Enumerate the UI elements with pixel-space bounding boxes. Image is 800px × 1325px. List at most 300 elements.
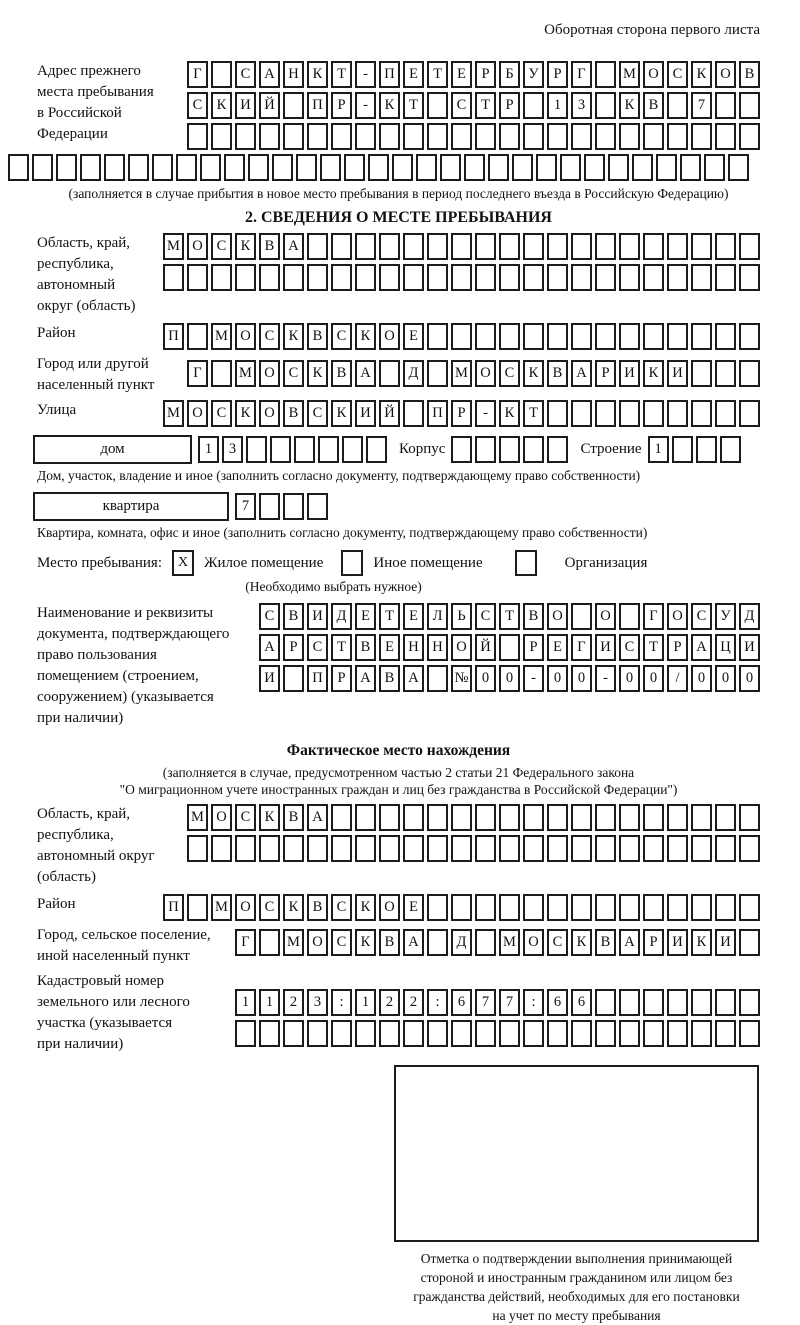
char-cell: С bbox=[259, 603, 280, 630]
char-cell: И bbox=[595, 634, 616, 661]
char-cell: 2 bbox=[403, 989, 424, 1016]
char-cell bbox=[403, 1020, 424, 1047]
char-cell bbox=[691, 264, 712, 291]
char-cell bbox=[739, 1020, 760, 1047]
char-cell: К bbox=[211, 92, 232, 119]
char-cell bbox=[56, 154, 77, 181]
char-cell: Ь bbox=[451, 603, 472, 630]
char-cell: К bbox=[331, 400, 352, 427]
char-cell bbox=[342, 436, 363, 463]
char-cell bbox=[691, 360, 712, 387]
char-cell bbox=[691, 323, 712, 350]
char-cell: Е bbox=[403, 323, 424, 350]
stay-option-zhiloe-checkbox: X bbox=[172, 550, 194, 576]
char-cell bbox=[619, 894, 640, 921]
stay-option-inoe-checkbox bbox=[341, 550, 363, 576]
char-cell bbox=[259, 264, 280, 291]
char-cell bbox=[523, 233, 544, 260]
char-cell bbox=[427, 264, 448, 291]
char-cell bbox=[643, 835, 664, 862]
char-cell: Р bbox=[667, 634, 688, 661]
char-cell bbox=[571, 323, 592, 350]
char-cell bbox=[32, 154, 53, 181]
char-cell bbox=[547, 264, 568, 291]
char-cell: С bbox=[235, 804, 256, 831]
korpus-grid bbox=[451, 436, 568, 463]
char-cell: К bbox=[691, 929, 712, 956]
region-label: Область, край, республика, автономный округ (область) bbox=[37, 235, 136, 314]
char-cell: А bbox=[307, 804, 328, 831]
char-cell bbox=[643, 123, 664, 150]
char-cell bbox=[715, 1020, 736, 1047]
char-cell bbox=[235, 1020, 256, 1047]
prev-address-row-2 bbox=[187, 92, 760, 119]
char-cell bbox=[691, 123, 712, 150]
char-cell bbox=[499, 804, 520, 831]
char-cell: А bbox=[259, 61, 280, 88]
char-cell bbox=[451, 894, 472, 921]
char-cell bbox=[331, 233, 352, 260]
char-cell bbox=[739, 323, 760, 350]
char-cell: П bbox=[163, 894, 184, 921]
char-cell: Д bbox=[739, 603, 760, 630]
char-cell bbox=[523, 436, 544, 463]
char-cell: В bbox=[643, 92, 664, 119]
actual-region-label: Область, край, республика, автономный округ (область) bbox=[37, 806, 155, 885]
char-cell bbox=[512, 154, 533, 181]
apartment-caption: Квартира, комната, офис и иное (заполнить согласно документу, подтверждающему право собственности) bbox=[37, 525, 648, 540]
document-grid-row-1 bbox=[259, 603, 760, 630]
house-caption: Дом, участок, владение и иное (заполнить согласно документу, подтверждающему право собственности) bbox=[37, 468, 641, 483]
char-cell bbox=[632, 154, 653, 181]
char-cell: С bbox=[691, 603, 712, 630]
char-cell bbox=[211, 835, 232, 862]
char-cell bbox=[379, 264, 400, 291]
char-cell bbox=[739, 233, 760, 260]
char-cell bbox=[403, 400, 424, 427]
char-cell bbox=[499, 323, 520, 350]
char-cell bbox=[307, 1020, 328, 1047]
char-cell bbox=[547, 804, 568, 831]
char-cell bbox=[283, 493, 304, 520]
char-cell: А bbox=[283, 233, 304, 260]
char-cell bbox=[499, 123, 520, 150]
korpus-label: Корпус bbox=[399, 441, 446, 457]
char-cell bbox=[427, 665, 448, 692]
char-cell: 1 bbox=[648, 436, 669, 463]
char-cell bbox=[440, 154, 461, 181]
char-cell bbox=[320, 154, 341, 181]
char-cell: О bbox=[595, 603, 616, 630]
char-cell: О bbox=[235, 894, 256, 921]
char-cell bbox=[475, 1020, 496, 1047]
char-cell bbox=[259, 1020, 280, 1047]
char-cell bbox=[595, 835, 616, 862]
char-cell bbox=[307, 835, 328, 862]
char-cell bbox=[379, 233, 400, 260]
char-cell bbox=[152, 154, 173, 181]
char-cell bbox=[595, 92, 616, 119]
char-cell: Д bbox=[403, 360, 424, 387]
char-cell bbox=[427, 894, 448, 921]
char-cell: 0 bbox=[547, 665, 568, 692]
char-cell bbox=[379, 360, 400, 387]
char-cell bbox=[547, 436, 568, 463]
char-cell: К bbox=[355, 929, 376, 956]
char-cell: С bbox=[235, 61, 256, 88]
char-cell bbox=[355, 123, 376, 150]
apartment-number-grid bbox=[235, 493, 328, 520]
char-cell: П bbox=[307, 665, 328, 692]
char-cell bbox=[595, 989, 616, 1016]
char-cell bbox=[427, 92, 448, 119]
char-cell bbox=[667, 804, 688, 831]
char-cell bbox=[283, 123, 304, 150]
char-cell: С bbox=[451, 92, 472, 119]
char-cell bbox=[427, 929, 448, 956]
char-cell bbox=[355, 264, 376, 291]
char-cell: А bbox=[403, 665, 424, 692]
char-cell bbox=[427, 804, 448, 831]
char-cell bbox=[187, 123, 208, 150]
char-cell bbox=[547, 894, 568, 921]
char-cell: : bbox=[427, 989, 448, 1016]
char-cell: О bbox=[379, 894, 400, 921]
char-cell bbox=[691, 1020, 712, 1047]
char-cell bbox=[547, 323, 568, 350]
char-cell bbox=[499, 894, 520, 921]
char-cell bbox=[246, 436, 267, 463]
char-cell: 1 bbox=[259, 989, 280, 1016]
char-cell bbox=[499, 436, 520, 463]
char-cell: О bbox=[451, 634, 472, 661]
char-cell bbox=[619, 400, 640, 427]
char-cell: К bbox=[691, 61, 712, 88]
char-cell bbox=[176, 154, 197, 181]
prev-address-block bbox=[37, 61, 760, 150]
char-cell: Е bbox=[403, 894, 424, 921]
char-cell: 0 bbox=[475, 665, 496, 692]
actual-location-caption: (заполняется в случае, предусмотренном частью 2 статьи 21 Федерального закона "О миграционном учете иностранных граждан и лиц без гражданства в Российской Федерации") bbox=[119, 765, 678, 797]
char-cell: - bbox=[355, 61, 376, 88]
char-cell: Р bbox=[475, 61, 496, 88]
char-cell bbox=[235, 123, 256, 150]
char-cell bbox=[307, 264, 328, 291]
char-cell: И bbox=[667, 360, 688, 387]
char-cell: У bbox=[523, 61, 544, 88]
char-cell bbox=[427, 323, 448, 350]
char-cell: О bbox=[211, 804, 232, 831]
char-cell bbox=[619, 835, 640, 862]
char-cell bbox=[715, 989, 736, 1016]
char-cell: К bbox=[379, 92, 400, 119]
char-cell: Г bbox=[187, 61, 208, 88]
char-cell bbox=[547, 233, 568, 260]
char-cell bbox=[523, 323, 544, 350]
actual-city-label: Город, сельское поселение, иной населенный пункт bbox=[37, 927, 211, 964]
stay-option-zhiloe-label: Жилое помещение bbox=[204, 554, 324, 571]
char-cell: К bbox=[619, 92, 640, 119]
char-cell: Ц bbox=[715, 634, 736, 661]
char-cell: Й bbox=[259, 92, 280, 119]
char-cell: Е bbox=[547, 634, 568, 661]
char-cell bbox=[331, 835, 352, 862]
char-cell bbox=[595, 894, 616, 921]
char-cell: - bbox=[595, 665, 616, 692]
char-cell bbox=[619, 264, 640, 291]
char-cell: Т bbox=[475, 92, 496, 119]
char-cell: / bbox=[667, 665, 688, 692]
char-cell bbox=[211, 264, 232, 291]
char-cell bbox=[403, 264, 424, 291]
char-cell: Е bbox=[403, 603, 424, 630]
char-cell: Т bbox=[499, 603, 520, 630]
char-cell bbox=[499, 233, 520, 260]
char-cell bbox=[403, 804, 424, 831]
char-cell: К bbox=[523, 360, 544, 387]
char-cell: О bbox=[643, 61, 664, 88]
char-cell: А bbox=[259, 634, 280, 661]
char-cell bbox=[619, 233, 640, 260]
char-cell: О bbox=[715, 61, 736, 88]
char-cell: А bbox=[355, 665, 376, 692]
city-grid bbox=[187, 360, 760, 387]
char-cell: И bbox=[355, 400, 376, 427]
char-cell: С bbox=[331, 323, 352, 350]
char-cell bbox=[235, 264, 256, 291]
char-cell: М bbox=[187, 804, 208, 831]
char-cell bbox=[403, 123, 424, 150]
cadastral-grid-row-1 bbox=[235, 989, 760, 1016]
char-cell: Т bbox=[403, 92, 424, 119]
char-cell: М bbox=[211, 323, 232, 350]
char-cell: К bbox=[307, 360, 328, 387]
char-cell bbox=[720, 436, 741, 463]
char-cell: И bbox=[235, 92, 256, 119]
char-cell: Р bbox=[595, 360, 616, 387]
char-cell: В bbox=[307, 894, 328, 921]
char-cell: К bbox=[235, 400, 256, 427]
char-cell: 3 bbox=[307, 989, 328, 1016]
char-cell bbox=[187, 835, 208, 862]
char-cell bbox=[571, 804, 592, 831]
char-cell bbox=[283, 92, 304, 119]
char-cell bbox=[355, 835, 376, 862]
char-cell bbox=[696, 436, 717, 463]
char-cell bbox=[571, 835, 592, 862]
char-cell: О bbox=[547, 603, 568, 630]
char-cell bbox=[595, 323, 616, 350]
char-cell bbox=[475, 436, 496, 463]
char-cell bbox=[619, 804, 640, 831]
char-cell bbox=[283, 665, 304, 692]
document-label: Наименование и реквизиты документа, подтверждающего право пользования помещением (строением, сооружением) (указывается при наличии) bbox=[37, 605, 230, 726]
char-cell bbox=[728, 154, 749, 181]
char-cell bbox=[667, 989, 688, 1016]
char-cell: И bbox=[619, 360, 640, 387]
char-cell bbox=[368, 154, 389, 181]
prev-address-caption: (заполняется в случае прибытия в новое место пребывания в период последнего въезда в Российскую Федерацию) bbox=[68, 186, 729, 201]
char-cell: 2 bbox=[379, 989, 400, 1016]
char-cell: 7 bbox=[691, 92, 712, 119]
char-cell: Р bbox=[331, 665, 352, 692]
char-cell bbox=[523, 1020, 544, 1047]
char-cell bbox=[715, 894, 736, 921]
char-cell bbox=[451, 804, 472, 831]
char-cell bbox=[331, 1020, 352, 1047]
char-cell bbox=[715, 835, 736, 862]
region-grid-row-2 bbox=[163, 264, 760, 291]
char-cell bbox=[619, 603, 640, 630]
char-cell: Р bbox=[331, 92, 352, 119]
char-cell bbox=[451, 436, 472, 463]
char-cell bbox=[571, 603, 592, 630]
char-cell: И bbox=[259, 665, 280, 692]
char-cell: В bbox=[379, 665, 400, 692]
char-cell: М bbox=[163, 233, 184, 260]
char-cell bbox=[307, 123, 328, 150]
cadastral-label: Кадастровый номер земельного или лесного участка (указывается при наличии) bbox=[37, 973, 190, 1052]
stroenie-grid bbox=[648, 436, 741, 463]
char-cell: В bbox=[739, 61, 760, 88]
char-cell bbox=[331, 123, 352, 150]
char-cell bbox=[595, 123, 616, 150]
char-cell bbox=[643, 233, 664, 260]
char-cell bbox=[739, 92, 760, 119]
char-cell bbox=[667, 894, 688, 921]
char-cell: В bbox=[595, 929, 616, 956]
char-cell bbox=[680, 154, 701, 181]
char-cell: С bbox=[331, 929, 352, 956]
stamp-caption: Отметка о подтверждении выполнения принимающей стороной и иностранным гражданином или лицом без гражданства действий, необходимых для его постановки на учет по месту пребывания bbox=[413, 1251, 740, 1323]
char-cell bbox=[235, 835, 256, 862]
char-cell bbox=[715, 323, 736, 350]
char-cell bbox=[211, 360, 232, 387]
char-cell bbox=[739, 360, 760, 387]
district-grid bbox=[163, 323, 760, 350]
char-cell bbox=[475, 233, 496, 260]
char-cell: 0 bbox=[571, 665, 592, 692]
char-cell: В bbox=[259, 233, 280, 260]
stamp-block bbox=[394, 1065, 759, 1325]
char-cell: П bbox=[307, 92, 328, 119]
char-cell: Т bbox=[643, 634, 664, 661]
char-cell bbox=[451, 323, 472, 350]
char-cell bbox=[739, 989, 760, 1016]
apartment-row bbox=[33, 492, 760, 521]
char-cell: С bbox=[259, 323, 280, 350]
char-cell bbox=[475, 835, 496, 862]
char-cell: У bbox=[715, 603, 736, 630]
char-cell bbox=[451, 123, 472, 150]
char-cell: С bbox=[547, 929, 568, 956]
char-cell: - bbox=[475, 400, 496, 427]
char-cell: С bbox=[307, 400, 328, 427]
char-cell: С bbox=[307, 634, 328, 661]
char-cell: Е bbox=[355, 603, 376, 630]
actual-district-grid bbox=[163, 894, 760, 921]
char-cell bbox=[128, 154, 149, 181]
char-cell bbox=[595, 264, 616, 291]
char-cell bbox=[523, 894, 544, 921]
char-cell: И bbox=[667, 929, 688, 956]
stay-type-row bbox=[37, 550, 760, 576]
char-cell: 0 bbox=[715, 665, 736, 692]
char-cell: М bbox=[235, 360, 256, 387]
char-cell bbox=[355, 233, 376, 260]
char-cell: Н bbox=[283, 61, 304, 88]
char-cell bbox=[643, 400, 664, 427]
char-cell bbox=[667, 323, 688, 350]
char-cell: О bbox=[379, 323, 400, 350]
char-cell bbox=[691, 233, 712, 260]
char-cell bbox=[307, 493, 328, 520]
char-cell: 7 bbox=[499, 989, 520, 1016]
char-cell: С bbox=[187, 92, 208, 119]
char-cell bbox=[499, 264, 520, 291]
char-cell: К bbox=[283, 323, 304, 350]
prev-address-row-3 bbox=[187, 123, 760, 150]
char-cell: М bbox=[451, 360, 472, 387]
char-cell: С bbox=[331, 894, 352, 921]
stamp-box bbox=[394, 1065, 759, 1242]
actual-location-title: Фактическое место нахождения bbox=[286, 742, 511, 759]
char-cell: М bbox=[619, 61, 640, 88]
char-cell: Р bbox=[451, 400, 472, 427]
char-cell bbox=[211, 61, 232, 88]
char-cell: П bbox=[427, 400, 448, 427]
char-cell: П bbox=[163, 323, 184, 350]
char-cell: Г bbox=[571, 634, 592, 661]
char-cell bbox=[211, 123, 232, 150]
char-cell: Р bbox=[283, 634, 304, 661]
char-cell: 1 bbox=[547, 92, 568, 119]
char-cell: Н bbox=[427, 634, 448, 661]
char-cell bbox=[379, 804, 400, 831]
char-cell bbox=[584, 154, 605, 181]
char-cell bbox=[547, 835, 568, 862]
char-cell bbox=[259, 493, 280, 520]
char-cell bbox=[451, 835, 472, 862]
char-cell bbox=[571, 1020, 592, 1047]
stay-option-org-checkbox bbox=[515, 550, 537, 576]
char-cell: 1 bbox=[355, 989, 376, 1016]
char-cell bbox=[464, 154, 485, 181]
apartment-type-box: квартира bbox=[33, 492, 229, 521]
char-cell bbox=[595, 1020, 616, 1047]
char-cell bbox=[499, 1020, 520, 1047]
char-cell bbox=[475, 929, 496, 956]
char-cell: С bbox=[259, 894, 280, 921]
char-cell: К bbox=[283, 894, 304, 921]
char-cell: Л bbox=[427, 603, 448, 630]
char-cell bbox=[488, 154, 509, 181]
char-cell bbox=[691, 400, 712, 427]
char-cell: Т bbox=[523, 400, 544, 427]
char-cell: Е bbox=[403, 61, 424, 88]
region-grid bbox=[163, 233, 760, 291]
char-cell bbox=[547, 400, 568, 427]
char-cell: 2 bbox=[283, 989, 304, 1016]
document-grid-row-3 bbox=[259, 665, 760, 692]
char-cell bbox=[379, 835, 400, 862]
char-cell: О bbox=[259, 360, 280, 387]
char-cell bbox=[704, 154, 725, 181]
char-cell: Р bbox=[547, 61, 568, 88]
char-cell bbox=[571, 400, 592, 427]
char-cell bbox=[104, 154, 125, 181]
char-cell bbox=[667, 123, 688, 150]
